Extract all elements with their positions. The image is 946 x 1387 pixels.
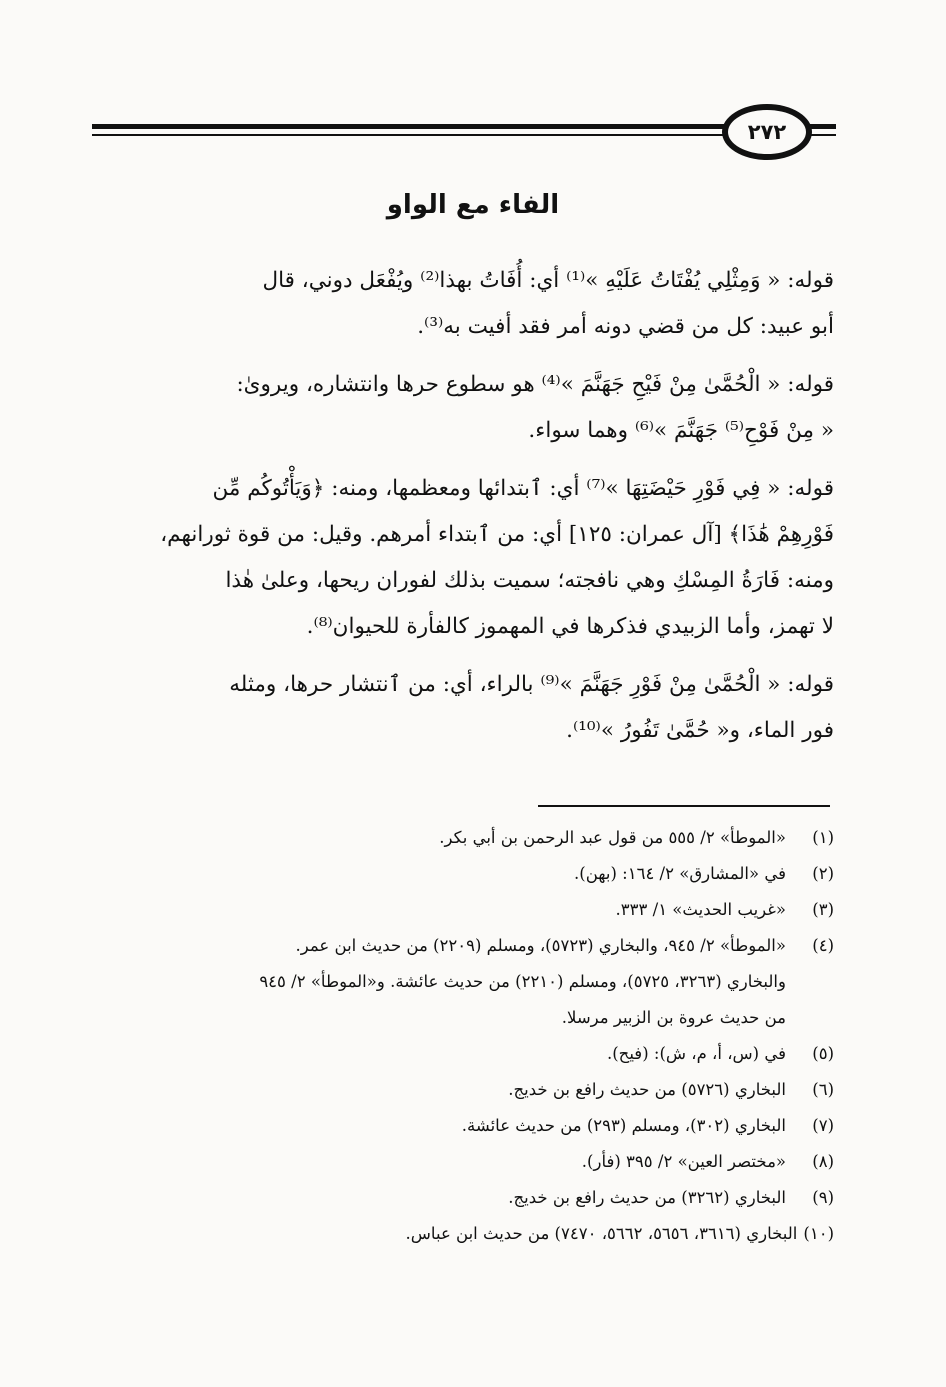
footnote-8 [92, 1144, 834, 1180]
footnote-text-line: «الموطأ» ٢/ ٩٤٥، والبخاري (٥٧٢٣)، ومسلم (٢٢٠٩) من حديث ابن عمر. [295, 936, 786, 955]
footnote-text: البخاري (٣٠٢)، ومسلم (٢٩٣) من حديث عائشة. [461, 1116, 786, 1135]
footnote-number: (٦) [812, 1080, 834, 1099]
text-line: قوله: « فِي فَوْرِ حَيْضَتِهَا »⁽⁷⁾ أي: ٱبتدائها ومعظمها، ومنه: ﴿وَيَأْتُوكُم مِّن [212, 476, 834, 501]
footnote-7 [92, 1108, 834, 1144]
text-line: فَوْرِهِمْ هَٰذَا﴾ [آل عمران: ١٢٥] أي: من ٱبتداء أمرهم. وقيل: من قوة ثورانهم، [160, 522, 834, 547]
footnote-number: (٩) [812, 1188, 834, 1207]
footnote-text: في (س، أ، م، ش): (فيح). [607, 1044, 786, 1063]
entry-4 [92, 662, 834, 754]
page-header [0, 0, 946, 170]
footnote-separator [538, 805, 830, 807]
text-line: لا تهمز، وأما الزبيدي فذكرها في المهموز كالفأرة للحيوان⁽⁸⁾. [306, 614, 834, 639]
footnote-number: (٢) [812, 864, 834, 883]
footnote-6 [92, 1072, 834, 1108]
footnote-text: في «المشارق» ٢/ ١٦٤: (بهن). [574, 864, 786, 883]
entry-2 [92, 362, 834, 454]
footnote-text: البخاري (٣٦١٦، ٥٦٥٦، ٥٦٦٢، ٧٤٧٠) من حديث ابن عباس. [405, 1224, 798, 1243]
entry-3 [92, 466, 834, 650]
text-line: « مِنْ فَوْحِ⁽⁵⁾ جَهَنَّمَ »⁽⁶⁾ وهما سواء. [528, 418, 834, 443]
text-line: أبو عبيد: كل من قضي دونه أمر فقد أفيت به⁽³⁾. [417, 314, 834, 339]
footnote-text: البخاري (٣٢٦٢) من حديث رافع بن خديج. [508, 1188, 786, 1207]
page-number: ٢٧٢ [747, 120, 787, 144]
footnote-number: (٤) [812, 936, 834, 955]
footnote-2 [92, 856, 834, 892]
footnote-4 [92, 928, 834, 1036]
footnote-text [92, 928, 786, 1036]
header-rule-right-thick [808, 124, 836, 129]
footnote-text: «مختصر العين» ٢/ ٣٩٥ (فأر). [581, 1152, 786, 1171]
text-line: ومنه: فَارَةُ المِسْكِ وهي نافجته؛ سميت بذلك لفوران ريحها، وعلىٰ هٰذا [225, 568, 834, 593]
entry-1 [92, 258, 834, 350]
footnote-number: (١) [812, 828, 834, 847]
text-line: قوله: « الْحُمَّىٰ مِنْ فَيْحِ جَهَنَّمَ »⁽⁴⁾ هو سطوع حرها وانتشاره، ويروىٰ: [236, 372, 834, 397]
footnote-text: «الموطأ» ٢/ ٥٥٥ من قول عبد الرحمن بن أبي بكر. [439, 828, 786, 847]
footnote-text-line: والبخاري (٣٢٦٣، ٥٧٢٥)، ومسلم (٢٢١٠) من حديث عائشة. و«الموطأ» ٢/ ٩٤٥ [259, 972, 786, 991]
footnote-number: (٣) [812, 900, 834, 919]
text-line: فور الماء، و« حُمَّىٰ تَفُورُ »⁽¹⁰⁾. [566, 718, 834, 743]
page-number-badge [722, 104, 812, 160]
footnote-number: (١٠) [803, 1224, 834, 1243]
footnote-number: (٧) [812, 1116, 834, 1135]
footnote-9 [92, 1180, 834, 1216]
text-line: قوله: « الْحُمَّىٰ مِنْ فَوْرِ جَهَنَّمَ »⁽⁹⁾ بالراء، أي: من ٱنتشار حرها، ومثله [229, 672, 834, 697]
footnote-text: «غريب الحديث» ١/ ٣٣٣. [615, 900, 786, 919]
footnote-1 [92, 820, 834, 856]
chapter-title: الفاء مع الواو [386, 190, 560, 220]
footnote-number: (٨) [812, 1152, 834, 1171]
text-line: قوله: « وَمِثْلِي يُفْتَاتُ عَلَيْهِ »⁽¹⁾ أي: أُفَاتُ بهذا⁽²⁾ ويُفْعَل دوني، قال [262, 268, 834, 293]
header-rule-right-thin [808, 134, 836, 136]
header-rule-thick [92, 124, 742, 129]
footnote-5 [92, 1036, 834, 1072]
footnote-text-line: من حديث عروة بن الزبير مرسلا. [561, 1008, 786, 1027]
footnote-text: البخاري (٥٧٢٦) من حديث رافع بن خديج. [508, 1080, 786, 1099]
header-rule-thin [92, 134, 742, 136]
body-text [92, 258, 834, 766]
footnote-3 [92, 892, 834, 928]
footnotes [92, 820, 834, 1252]
footnote-number: (٥) [812, 1044, 834, 1063]
footnote-10 [92, 1216, 834, 1252]
